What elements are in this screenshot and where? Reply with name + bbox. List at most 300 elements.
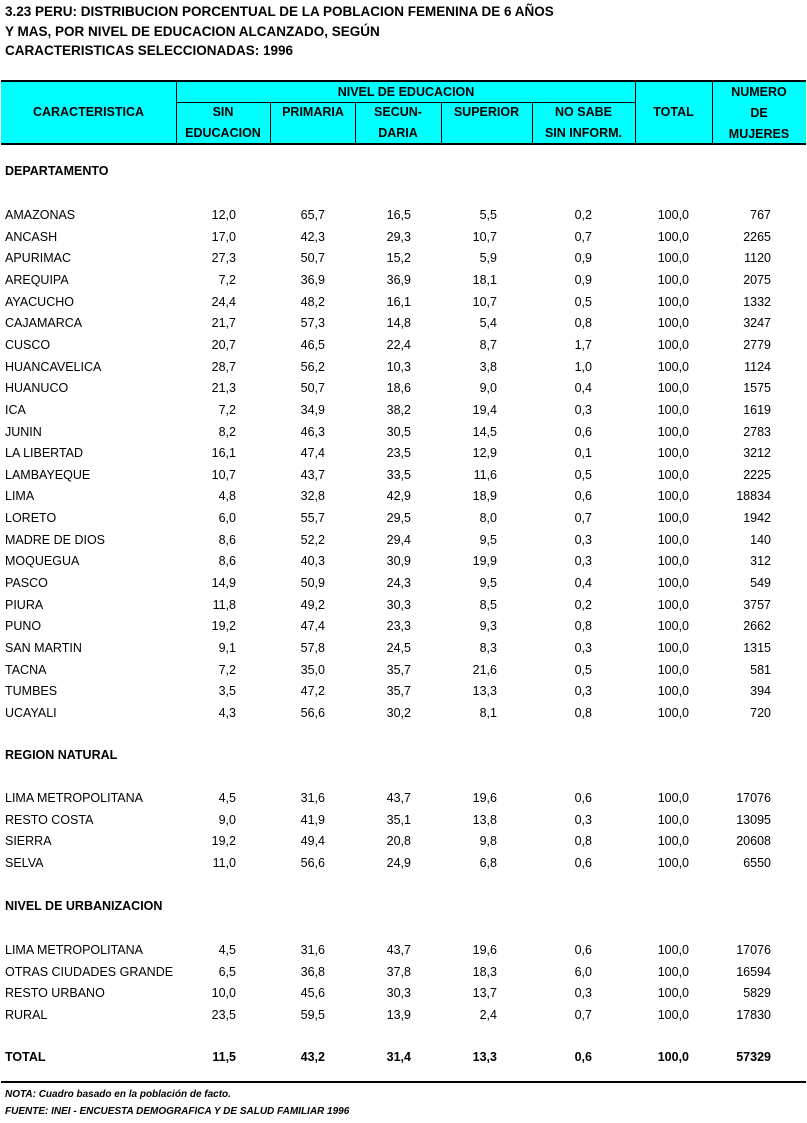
cell-no-sabe: 0,3	[574, 402, 592, 417]
cell-sin-educacion: 23,5	[211, 1007, 236, 1022]
section-region-natural: REGION NATURAL	[5, 748, 118, 762]
cell-no-sabe: 0,6	[574, 791, 592, 805]
row-label: AMAZONAS	[5, 208, 76, 222]
bottom-rule	[1, 1081, 806, 1083]
cell-superior: 8,3	[479, 641, 497, 655]
cell-no-sabe: 1,7	[574, 337, 592, 352]
cell-sin-educacion: 4,8	[218, 489, 236, 504]
cell-superior: 10,7	[472, 229, 497, 244]
cell-total: 100,0	[657, 316, 689, 331]
source-text: FUENTE: INEI - ENCUESTA DEMOGRAFICA Y DE SALUD FAMILIAR 1996	[5, 1106, 350, 1117]
row-label: RESTO COSTA	[5, 812, 94, 827]
row-label: LIMA METROPOLITANA	[5, 943, 143, 957]
cell-secundaria: 23,3	[386, 619, 411, 634]
cell-superior: 9,5	[479, 532, 497, 547]
cell-sin-educacion: 16,1	[211, 446, 236, 461]
cell-primaria: 36,9	[300, 272, 325, 287]
cell-secundaria: 37,8	[386, 964, 411, 979]
cell-total: 100,0	[657, 251, 689, 266]
cell-no-sabe: 0,3	[574, 684, 592, 699]
cell-numero-mujeres: 2075	[743, 272, 771, 287]
cell-secundaria: 30,9	[386, 554, 411, 569]
table-row	[0, 940, 807, 962]
cell-primaria: 49,4	[300, 834, 325, 849]
cell-superior: 9,0	[479, 381, 497, 396]
cell-numero-mujeres: 20608	[736, 834, 771, 849]
cell-sin-educacion: 7,2	[218, 402, 236, 417]
cell-secundaria: 35,7	[386, 684, 411, 699]
cell-secundaria: 29,3	[386, 229, 411, 244]
row-label: TACNA	[5, 662, 47, 677]
table-row	[0, 248, 807, 270]
row-label: UCAYALI	[5, 705, 57, 720]
cell-no-sabe: 0,4	[574, 576, 592, 591]
cell-no-sabe: 0,7	[574, 229, 592, 244]
cell-sin-educacion: 11,0	[212, 855, 236, 870]
cell-no-sabe: 0,1	[574, 446, 592, 461]
table-row	[0, 486, 807, 508]
cell-primaria: 43,7	[300, 467, 325, 482]
cell-sin-educacion: 4,5	[218, 943, 236, 957]
cell-superior: 5,5	[479, 208, 497, 222]
cell-no-sabe: 1,0	[574, 359, 592, 374]
note-text: NOTA: Cuadro basado en la población de facto.	[5, 1089, 231, 1100]
table-row	[0, 508, 807, 530]
cell-sin-educacion: 8,6	[218, 532, 236, 547]
table-row	[0, 335, 807, 357]
cell-superior: 12,9	[472, 446, 497, 461]
table-row	[0, 638, 807, 660]
cell-superior: 2,4	[479, 1007, 497, 1022]
cell-total: 100,0	[657, 294, 689, 309]
cell-total: 100,0	[657, 446, 689, 461]
cell-numero-mujeres: 57329	[736, 1050, 771, 1064]
cell-secundaria: 43,7	[386, 791, 411, 805]
table-row	[0, 616, 807, 638]
row-label: SELVA	[5, 855, 44, 870]
cell-numero-mujeres: 5829	[743, 986, 771, 1001]
cell-no-sabe: 0,9	[574, 251, 592, 266]
row-label: LAMBAYEQUE	[5, 467, 91, 482]
cell-superior: 8,0	[479, 511, 497, 526]
table-row	[0, 595, 807, 617]
cell-primaria: 41,9	[300, 812, 325, 827]
cell-secundaria: 18,6	[386, 381, 411, 396]
cell-sin-educacion: 10,0	[211, 986, 236, 1001]
cell-secundaria: 10,3	[386, 359, 411, 374]
cell-no-sabe: 0,7	[574, 511, 592, 526]
table-row	[0, 660, 807, 682]
cell-sin-educacion: 6,0	[218, 511, 236, 526]
cell-total: 100,0	[657, 337, 689, 352]
cell-secundaria: 20,8	[386, 834, 411, 849]
header-total: TOTAL	[653, 105, 694, 119]
cell-primaria: 55,7	[300, 511, 325, 526]
cell-sin-educacion: 21,7	[211, 316, 236, 331]
cell-sin-educacion: 12,0	[211, 208, 236, 222]
cell-total: 100,0	[657, 554, 689, 569]
cell-secundaria: 24,9	[386, 855, 411, 870]
cell-numero-mujeres: 3247	[743, 316, 771, 331]
cell-total: 100,0	[657, 855, 689, 870]
cell-primaria: 45,6	[300, 986, 325, 1001]
cell-total: 100,0	[657, 705, 689, 720]
cell-primaria: 47,2	[300, 684, 325, 699]
cell-superior: 21,6	[472, 662, 497, 677]
cell-total: 100,0	[657, 684, 689, 699]
cell-secundaria: 16,1	[386, 294, 411, 309]
cell-no-sabe: 0,7	[574, 1007, 592, 1022]
cell-numero-mujeres: 13095	[736, 812, 771, 827]
cell-superior: 13,8	[472, 812, 497, 827]
table-row	[0, 703, 807, 725]
cell-total: 100,0	[657, 791, 689, 805]
table-row	[0, 292, 807, 314]
cell-numero-mujeres: 2783	[743, 424, 771, 439]
cell-primaria: 57,3	[300, 316, 325, 331]
cell-numero-mujeres: 549	[750, 576, 771, 591]
row-label: MOQUEGUA	[5, 554, 80, 569]
table-row	[0, 573, 807, 595]
cell-numero-mujeres: 2662	[743, 619, 771, 634]
cell-secundaria: 31,4	[386, 1050, 411, 1064]
cell-superior: 19,4	[472, 402, 497, 417]
cell-primaria: 36,8	[300, 964, 325, 979]
cell-secundaria: 38,2	[386, 402, 411, 417]
cell-total: 100,0	[657, 641, 689, 655]
cell-total: 100,0	[657, 834, 689, 849]
cell-superior: 18,1	[472, 272, 497, 287]
cell-superior: 9,3	[479, 619, 497, 634]
cell-numero-mujeres: 3757	[743, 597, 771, 612]
cell-primaria: 57,8	[300, 641, 325, 655]
title-line-1: 3.23 PERU: DISTRIBUCION PORCENTUAL DE LA POBLACION FEMENINA DE 6 AÑOS	[5, 4, 554, 19]
cell-total: 100,0	[657, 964, 689, 979]
cell-total: 100,0	[657, 619, 689, 634]
table-row	[0, 853, 807, 875]
section-departamento: DEPARTAMENTO	[5, 164, 109, 178]
cell-superior: 19,9	[472, 554, 497, 569]
cell-numero-mujeres: 140	[750, 532, 771, 547]
cell-numero-mujeres: 2225	[743, 467, 771, 482]
cell-primaria: 35,0	[300, 662, 325, 677]
header-secundaria: SECUN- DARIA	[374, 105, 422, 140]
table-row	[0, 422, 807, 444]
cell-numero-mujeres: 17076	[736, 943, 771, 957]
row-label: JUNIN	[5, 424, 42, 439]
cell-no-sabe: 0,6	[574, 1050, 592, 1064]
table-row	[0, 378, 807, 400]
row-label: SAN MARTIN	[5, 641, 82, 655]
row-label: TOTAL	[5, 1050, 46, 1064]
cell-numero-mujeres: 6550	[743, 855, 771, 870]
cell-no-sabe: 0,6	[574, 943, 592, 957]
cell-numero-mujeres: 312	[750, 554, 771, 569]
cell-no-sabe: 0,5	[574, 662, 592, 677]
cell-primaria: 50,7	[300, 251, 325, 266]
cell-numero-mujeres: 1124	[744, 359, 771, 374]
cell-primaria: 49,2	[300, 597, 325, 612]
row-label: LORETO	[5, 511, 57, 526]
table-row	[0, 1005, 807, 1027]
cell-no-sabe: 0,3	[574, 986, 592, 1001]
cell-superior: 5,9	[479, 251, 497, 266]
cell-numero-mujeres: 17830	[736, 1007, 771, 1022]
row-label: RURAL	[5, 1007, 48, 1022]
cell-secundaria: 35,1	[386, 812, 411, 827]
cell-secundaria: 42,9	[386, 489, 411, 504]
cell-secundaria: 16,5	[386, 208, 411, 222]
cell-primaria: 47,4	[300, 446, 325, 461]
cell-primaria: 46,3	[300, 424, 325, 439]
cell-superior: 8,1	[479, 705, 497, 720]
cell-superior: 8,7	[479, 337, 497, 352]
cell-sin-educacion: 19,2	[211, 834, 236, 849]
header-primaria: PRIMARIA	[282, 105, 344, 119]
cell-numero-mujeres: 18834	[736, 489, 771, 504]
cell-primaria: 31,6	[300, 943, 325, 957]
cell-numero-mujeres: 2779	[743, 337, 771, 352]
cell-numero-mujeres: 17076	[736, 791, 771, 805]
cell-primaria: 34,9	[300, 402, 325, 417]
cell-numero-mujeres: 394	[750, 684, 771, 699]
title-line-2: Y MAS, POR NIVEL DE EDUCACION ALCANZADO, SEGÚN	[5, 23, 380, 39]
cell-sin-educacion: 4,3	[218, 705, 236, 720]
row-label: OTRAS CIUDADES GRANDE	[5, 964, 174, 979]
cell-total: 100,0	[657, 467, 689, 482]
cell-primaria: 50,9	[300, 576, 325, 591]
cell-primaria: 65,7	[300, 208, 325, 222]
cell-no-sabe: 0,9	[574, 272, 592, 287]
cell-primaria: 56,2	[300, 359, 325, 374]
cell-primaria: 42,3	[300, 229, 325, 244]
cell-primaria: 48,2	[300, 294, 325, 309]
cell-no-sabe: 0,3	[574, 532, 592, 547]
cell-no-sabe: 0,3	[574, 641, 592, 655]
row-label: ICA	[5, 402, 26, 417]
cell-sin-educacion: 21,3	[211, 381, 236, 396]
table-row	[0, 465, 807, 487]
cell-no-sabe: 0,6	[574, 424, 592, 439]
cell-superior: 10,7	[472, 294, 497, 309]
cell-numero-mujeres: 1942	[743, 511, 771, 526]
table-row	[0, 831, 807, 853]
header-no-sabe: NO SABE SIN INFORM.	[544, 105, 623, 140]
cell-superior: 9,8	[479, 834, 497, 849]
cell-secundaria: 13,9	[386, 1007, 411, 1022]
cell-no-sabe: 0,8	[574, 834, 592, 849]
table-row	[0, 962, 807, 984]
cell-sin-educacion: 11,8	[212, 597, 236, 612]
cell-superior: 9,5	[479, 576, 497, 591]
cell-total: 100,0	[657, 532, 689, 547]
cell-sin-educacion: 28,7	[211, 359, 236, 374]
cell-sin-educacion: 8,6	[218, 554, 236, 569]
cell-sin-educacion: 20,7	[211, 337, 236, 352]
cell-numero-mujeres: 720	[750, 705, 771, 720]
table-row	[0, 810, 807, 832]
cell-secundaria: 43,7	[386, 943, 411, 957]
cell-secundaria: 30,3	[386, 597, 411, 612]
cell-numero-mujeres: 1575	[743, 381, 771, 396]
section-nivel-urbanizacion: NIVEL DE URBANIZACION	[5, 899, 163, 913]
row-label: RESTO URBANO	[5, 986, 105, 1001]
table-row	[0, 551, 807, 573]
cell-secundaria: 23,5	[386, 446, 411, 461]
row-label: CAJAMARCA	[5, 316, 83, 331]
cell-total: 100,0	[657, 402, 689, 417]
cell-primaria: 47,4	[300, 619, 325, 634]
cell-numero-mujeres: 1120	[744, 251, 771, 266]
cell-secundaria: 15,2	[386, 251, 411, 266]
table-row	[0, 205, 807, 227]
cell-sin-educacion: 3,5	[218, 684, 236, 699]
cell-sin-educacion: 27,3	[211, 251, 236, 266]
title-line-3: CARACTERISTICAS SELECCIONADAS: 1996	[5, 43, 294, 58]
cell-primaria: 43,2	[300, 1050, 325, 1064]
cell-superior: 19,6	[472, 791, 497, 805]
cell-total: 100,0	[657, 272, 689, 287]
row-label: LIMA	[5, 489, 35, 504]
cell-no-sabe: 0,6	[574, 855, 592, 870]
cell-no-sabe: 0,2	[574, 208, 592, 222]
cell-numero-mujeres: 1332	[743, 294, 771, 309]
cell-numero-mujeres: 2265	[743, 229, 771, 244]
cell-total: 100,0	[657, 229, 689, 244]
row-label: PUNO	[5, 619, 42, 634]
header-caracteristica: CARACTERISTICA	[32, 105, 145, 119]
cell-total: 100,0	[657, 1007, 689, 1022]
table-row	[0, 788, 807, 810]
header-superior: SUPERIOR	[453, 105, 520, 119]
cell-sin-educacion: 24,4	[211, 294, 236, 309]
cell-superior: 3,8	[479, 359, 497, 374]
cell-superior: 13,3	[472, 1050, 497, 1064]
cell-secundaria: 33,5	[386, 467, 411, 482]
cell-no-sabe: 0,3	[574, 812, 592, 827]
cell-secundaria: 30,5	[386, 424, 411, 439]
cell-secundaria: 24,5	[386, 641, 411, 655]
header-nivel-educacion: NIVEL DE EDUCACION	[337, 85, 475, 99]
cell-superior: 6,8	[479, 855, 497, 870]
cell-numero-mujeres: 1315	[743, 641, 771, 655]
cell-total: 100,0	[657, 381, 689, 396]
cell-primaria: 50,7	[300, 381, 325, 396]
cell-primaria: 40,3	[300, 554, 325, 569]
table-row	[0, 681, 807, 703]
row-label: LA LIBERTAD	[5, 446, 84, 461]
row-label: HUANUCO	[5, 381, 69, 396]
cell-secundaria: 29,4	[386, 532, 411, 547]
cell-total: 100,0	[657, 424, 689, 439]
cell-superior: 8,5	[479, 597, 497, 612]
header-numero-mujeres: NUMERO DE MUJERES	[728, 85, 790, 141]
row-label: PASCO	[5, 576, 48, 591]
cell-sin-educacion: 14,9	[211, 576, 236, 591]
cell-sin-educacion: 9,1	[218, 641, 236, 655]
cell-no-sabe: 0,2	[574, 597, 592, 612]
cell-sin-educacion: 10,7	[211, 467, 236, 482]
cell-sin-educacion: 9,0	[218, 812, 236, 827]
cell-no-sabe: 0,8	[574, 705, 592, 720]
cell-total: 100,0	[657, 1050, 689, 1064]
cell-superior: 5,4	[479, 316, 497, 331]
cell-total: 100,0	[657, 359, 689, 374]
cell-superior: 11,6	[473, 467, 497, 482]
cell-secundaria: 14,8	[386, 316, 411, 331]
cell-sin-educacion: 19,2	[211, 619, 236, 634]
cell-total: 100,0	[657, 986, 689, 1001]
table-title	[5, 2, 554, 61]
cell-primaria: 32,8	[300, 489, 325, 504]
cell-primaria: 46,5	[300, 337, 325, 352]
table-row	[0, 400, 807, 422]
cell-superior: 18,9	[472, 489, 497, 504]
cell-primaria: 31,6	[300, 791, 325, 805]
row-label: HUANCAVELICA	[5, 359, 102, 374]
row-label: TUMBES	[5, 684, 58, 699]
cell-secundaria: 36,9	[386, 272, 411, 287]
cell-no-sabe: 0,6	[574, 489, 592, 504]
cell-sin-educacion: 4,5	[218, 791, 236, 805]
row-label: ANCASH	[5, 229, 58, 244]
cell-numero-mujeres: 3212	[743, 446, 771, 461]
cell-total: 100,0	[657, 489, 689, 504]
table-row	[0, 530, 807, 552]
cell-secundaria: 29,5	[386, 511, 411, 526]
cell-superior: 14,5	[472, 424, 497, 439]
table-row	[0, 1047, 807, 1069]
cell-no-sabe: 6,0	[574, 964, 592, 979]
cell-numero-mujeres: 581	[750, 662, 771, 677]
cell-total: 100,0	[657, 208, 689, 222]
cell-numero-mujeres: 767	[750, 208, 771, 222]
row-label: CUSCO	[5, 337, 51, 352]
table-header	[1, 80, 806, 145]
row-label: MADRE DE DIOS	[5, 532, 106, 547]
cell-secundaria: 35,7	[386, 662, 411, 677]
cell-secundaria: 22,4	[386, 337, 411, 352]
cell-sin-educacion: 7,2	[218, 662, 236, 677]
cell-primaria: 59,5	[300, 1007, 325, 1022]
table-row	[0, 270, 807, 292]
row-label: AYACUCHO	[5, 294, 74, 309]
cell-sin-educacion: 8,2	[218, 424, 236, 439]
cell-superior: 13,7	[472, 986, 497, 1001]
cell-no-sabe: 0,8	[574, 619, 592, 634]
cell-sin-educacion: 17,0	[211, 229, 236, 244]
cell-total: 100,0	[657, 576, 689, 591]
cell-secundaria: 24,3	[386, 576, 411, 591]
cell-total: 100,0	[657, 662, 689, 677]
cell-primaria: 52,2	[300, 532, 325, 547]
cell-no-sabe: 0,5	[574, 294, 592, 309]
table-row	[0, 313, 807, 335]
row-label: AREQUIPA	[5, 272, 69, 287]
header-sin-educacion: SIN EDUCACION	[185, 105, 261, 140]
cell-secundaria: 30,2	[386, 705, 411, 720]
cell-secundaria: 30,3	[386, 986, 411, 1001]
cell-total: 100,0	[657, 511, 689, 526]
cell-superior: 13,3	[472, 684, 497, 699]
cell-primaria: 56,6	[300, 705, 325, 720]
cell-no-sabe: 0,3	[574, 554, 592, 569]
cell-no-sabe: 0,8	[574, 316, 592, 331]
cell-sin-educacion: 6,5	[218, 964, 236, 979]
cell-no-sabe: 0,5	[574, 467, 592, 482]
table-row	[0, 357, 807, 379]
cell-no-sabe: 0,4	[574, 381, 592, 396]
